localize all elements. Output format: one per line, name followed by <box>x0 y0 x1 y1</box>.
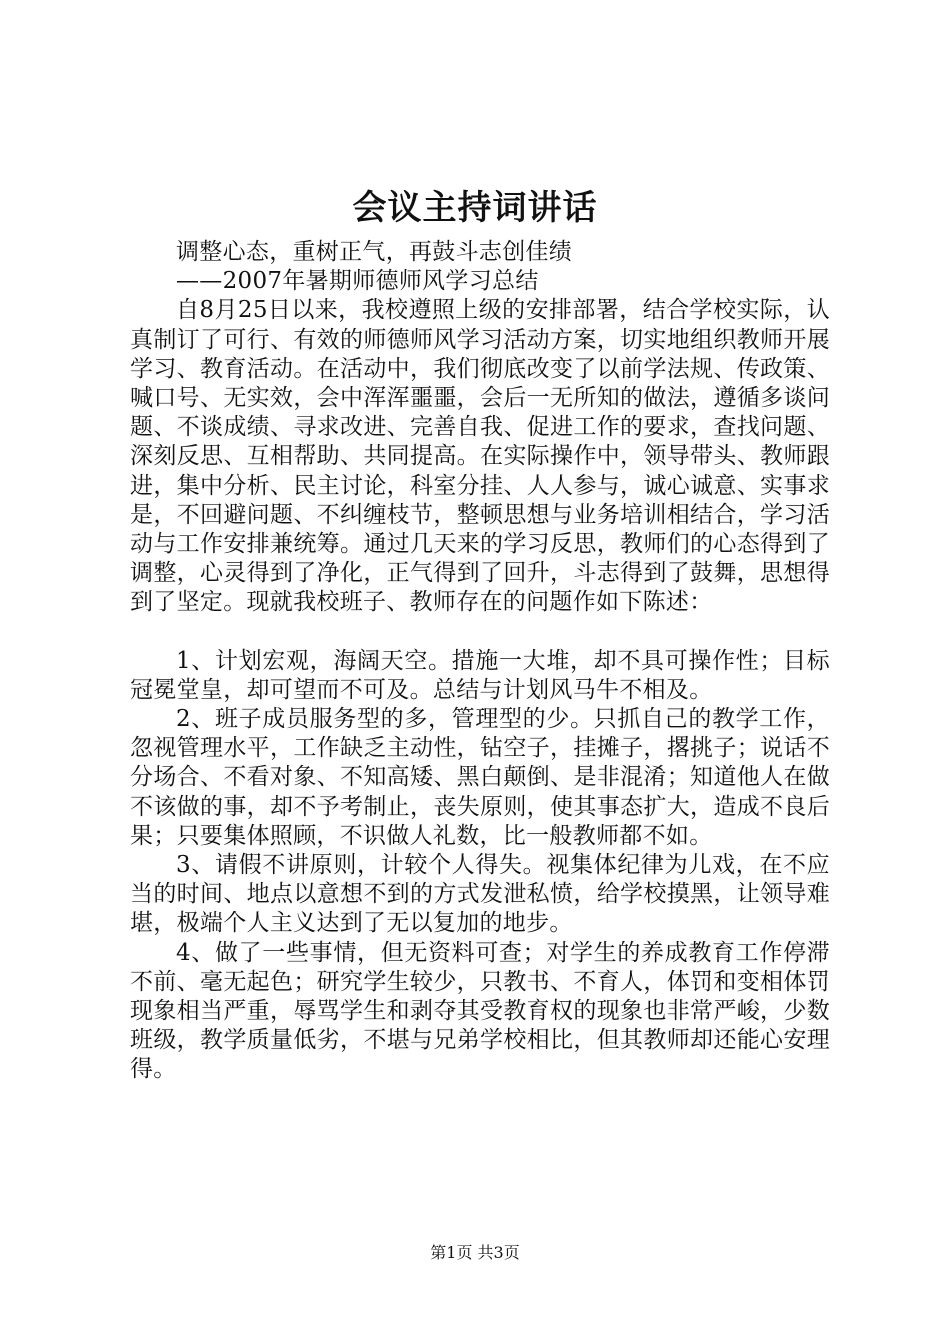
paragraph-item-1: 1、计划宏观，海阔天空。措施一大堆，却不具可操作性；目标冠冕堂皇，却可望而不可及。总结与计划风马牛不相及。 <box>130 647 830 703</box>
paragraph-item-3: 3、请假不讲原则，计较个人得失。视集体纪律为儿戏，在不应当的时间、地点以意想不到的方式发泄私愤，给学校摸黑，让领导难堪，极端个人主义达到了无以复加的地步。 <box>130 852 830 937</box>
document-body <box>130 238 830 1085</box>
page-number: 第1页 共3页 <box>430 1243 520 1262</box>
subtitle-secondary: ——2007年暑期师德师风学习总结 <box>176 268 539 295</box>
document-title: 会议主持词讲话 <box>352 188 598 228</box>
paragraph-item-4: 4、做了一些事情，但无资料可查；对学生的养成教育工作停滞不前、毫无起色；研究学生较少，只教书、不育人，体罚和变相体罚现象相当严重，辱骂学生和剥夺其受教育权的现象也非常严峻，少数班级，教学质量低劣，不堪与兄弟学校相比，但其教师却还能心安理得。 <box>130 939 830 1083</box>
subtitle: 调整心态，重树正气，再鼓斗志创佳绩 <box>176 239 573 265</box>
paragraph-item-2: 2、班子成员服务型的多，管理型的少。只抓自己的教学工作，忽视管理水平，工作缺乏主动性，钻空子，挂摊子，撂挑子；说话不分场合、不看对象、不知高矮、黑白颠倒、是非混淆；知道他人在做不该做的事，却不予考制止，丧失原则，使其事态扩大，造成不良后果；只要集体照顾，不识做人礼数，比一般教师都不如。 <box>130 706 830 849</box>
paragraph-intro: 自8月25日以来，我校遵照上级的安排部署，结合学校实际，认真制订了可行、有效的师德师风学习活动方案，切实地组织教师开展学习、教育活动。在活动中，我们彻底改变了以前学法规、传政策、喊口号、无实效，会中浑浑噩噩，会后一无所知的做法，遵循多谈问题、不谈成绩、寻求改进、完善自我、促进工作的要求，查找问题、深刻反思、互相帮助、共同提高。在实际操作中，领导带头、教师跟进，集中分析、民主讨论，科室分挂、人人参与，诚心诚意、实事求是，不回避问题、不纠缠枝节，整顿思想与业务培训相结合，学习活动与工作安排兼统筹。通过几天来的学习反思，教师们的心态得到了调整，心灵得到了净化，正气得到了回升，斗志得到了鼓舞，思想得到了坚定。现就我校班子、教师存在的问题作如下陈述： <box>130 297 830 616</box>
